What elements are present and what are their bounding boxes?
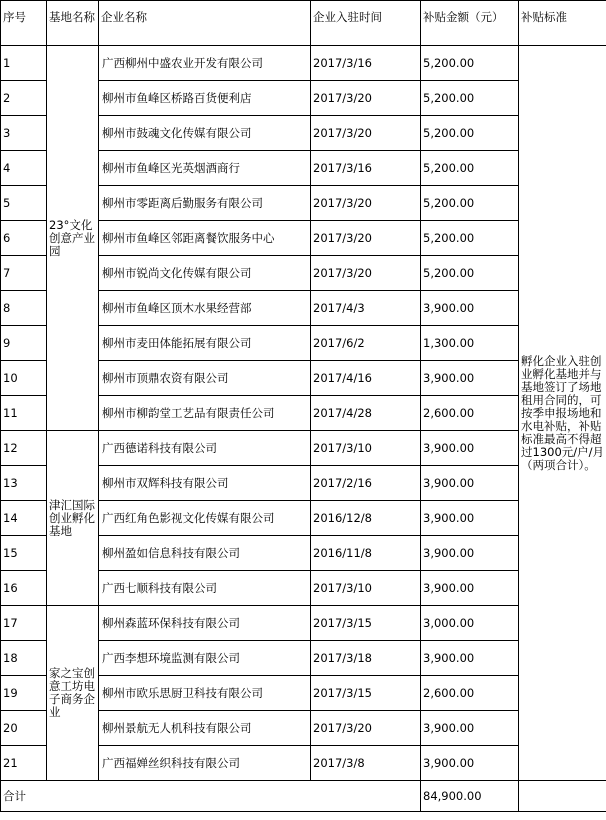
- row-seq: 5: [1, 186, 47, 221]
- header-seq: 序号: [1, 1, 47, 46]
- row-seq: 2: [1, 81, 47, 116]
- row-company: 柳州市鱼峰区邻距离餐饮服务中心: [99, 221, 311, 256]
- row-amount: 3,000.00: [421, 606, 519, 641]
- row-date: 2017/3/15: [311, 606, 421, 641]
- row-company: 柳州市顶鼎农资有限公司: [99, 361, 311, 396]
- header-amount: 补贴金额（元）: [421, 1, 519, 46]
- row-seq: 8: [1, 291, 47, 326]
- row-seq: 1: [1, 46, 47, 81]
- row-amount: 3,900.00: [421, 641, 519, 676]
- row-amount: 5,200.00: [421, 116, 519, 151]
- total-empty-cell: [519, 781, 606, 812]
- row-amount: 2,600.00: [421, 396, 519, 431]
- row-date: 2017/3/16: [311, 151, 421, 186]
- row-date: 2016/11/8: [311, 536, 421, 571]
- row-amount: 2,600.00: [421, 676, 519, 711]
- row-amount: 3,900.00: [421, 431, 519, 466]
- row-seq: 13: [1, 466, 47, 501]
- row-seq: 19: [1, 676, 47, 711]
- row-company: 广西德诺科技有限公司: [99, 431, 311, 466]
- row-company: 广西柳州中盛农业开发有限公司: [99, 46, 311, 81]
- table-row: [1, 46, 606, 81]
- row-seq: 14: [1, 501, 47, 536]
- row-company: 柳州盈如信息科技有限公司: [99, 536, 311, 571]
- row-company: 柳州市欧乐思厨卫科技有限公司: [99, 676, 311, 711]
- row-date: 2017/3/10: [311, 571, 421, 606]
- table-row: [1, 431, 606, 466]
- row-seq: 3: [1, 116, 47, 151]
- row-company: 柳州森蓝环保科技有限公司: [99, 606, 311, 641]
- row-amount: 3,900.00: [421, 536, 519, 571]
- row-date: 2017/3/20: [311, 186, 421, 221]
- row-seq: 20: [1, 711, 47, 746]
- row-seq: 9: [1, 326, 47, 361]
- row-seq: 6: [1, 221, 47, 256]
- row-company: 柳州市锐尚文化传媒有限公司: [99, 256, 311, 291]
- row-seq: 12: [1, 431, 47, 466]
- base-name: 23°文化创意产业园: [47, 46, 99, 431]
- header-row: [1, 1, 606, 46]
- row-date: 2017/3/18: [311, 641, 421, 676]
- row-date: 2017/3/15: [311, 676, 421, 711]
- row-company: 柳州市柳韵堂工艺品有限责任公司: [99, 396, 311, 431]
- header-company: 企业名称: [99, 1, 311, 46]
- row-company: 柳州市鼓魂文化传媒有限公司: [99, 116, 311, 151]
- row-amount: 1,300.00: [421, 326, 519, 361]
- table-row: [1, 606, 606, 641]
- row-company: 广西七顺科技有限公司: [99, 571, 311, 606]
- row-company: 柳州市双辉科技有限公司: [99, 466, 311, 501]
- row-seq: 18: [1, 641, 47, 676]
- base-name: 家之宝创意工坊电子商务企业: [47, 606, 99, 781]
- row-amount: 5,200.00: [421, 46, 519, 81]
- row-amount: 3,900.00: [421, 291, 519, 326]
- row-date: 2017/3/20: [311, 81, 421, 116]
- row-date: 2017/3/8: [311, 746, 421, 781]
- row-seq: 10: [1, 361, 47, 396]
- row-date: 2017/2/16: [311, 466, 421, 501]
- row-seq: 17: [1, 606, 47, 641]
- row-company: 广西福婵丝织科技有限公司: [99, 746, 311, 781]
- row-amount: 5,200.00: [421, 221, 519, 256]
- row-seq: 16: [1, 571, 47, 606]
- row-seq: 4: [1, 151, 47, 186]
- row-seq: 7: [1, 256, 47, 291]
- row-date: 2017/3/20: [311, 116, 421, 151]
- row-company: 广西李想环境监测有限公司: [99, 641, 311, 676]
- row-amount: 3,900.00: [421, 361, 519, 396]
- row-amount: 5,200.00: [421, 81, 519, 116]
- row-company: 柳州市麦田体能拓展有限公司: [99, 326, 311, 361]
- row-amount: 3,900.00: [421, 501, 519, 536]
- header-base: 基地名称: [47, 1, 99, 46]
- row-seq: 11: [1, 396, 47, 431]
- header-standard: 补贴标准: [519, 1, 606, 46]
- row-amount: 5,200.00: [421, 151, 519, 186]
- row-date: 2017/4/3: [311, 291, 421, 326]
- row-date: 2016/12/8: [311, 501, 421, 536]
- row-seq: 15: [1, 536, 47, 571]
- row-amount: 3,900.00: [421, 746, 519, 781]
- row-company: 柳州市零距离后勤服务有限公司: [99, 186, 311, 221]
- row-company: 柳州景航无人机科技有限公司: [99, 711, 311, 746]
- row-date: 2017/3/16: [311, 46, 421, 81]
- row-date: 2017/6/2: [311, 326, 421, 361]
- row-company: 柳州市鱼峰区顶木水果经营部: [99, 291, 311, 326]
- row-company: 柳州市鱼峰区桥路百货便利店: [99, 81, 311, 116]
- row-amount: 3,900.00: [421, 711, 519, 746]
- row-date: 2017/3/20: [311, 711, 421, 746]
- total-amount: 84,900.00: [421, 781, 519, 812]
- row-amount: 5,200.00: [421, 186, 519, 221]
- total-label: 合计: [1, 781, 421, 812]
- row-date: 2017/4/28: [311, 396, 421, 431]
- base-name: 津汇国际创业孵化基地: [47, 431, 99, 606]
- header-date: 企业入驻时间: [311, 1, 421, 46]
- subsidy-standard: 孵化企业入驻创业孵化基地并与基地签订了场地租用合同的，可按季申报场地和水电补贴，补贴标准最高不得超过1300元/户/月（两项合计）。: [519, 46, 606, 781]
- row-company: 广西红角色影视文化传媒有限公司: [99, 501, 311, 536]
- row-amount: 3,900.00: [421, 571, 519, 606]
- row-amount: 3,900.00: [421, 466, 519, 501]
- row-date: 2017/4/16: [311, 361, 421, 396]
- row-amount: 5,200.00: [421, 256, 519, 291]
- row-date: 2017/3/10: [311, 431, 421, 466]
- total-row: [1, 781, 606, 812]
- row-company: 柳州市鱼峰区光英烟酒商行: [99, 151, 311, 186]
- row-date: 2017/3/20: [311, 221, 421, 256]
- row-seq: 21: [1, 746, 47, 781]
- row-date: 2017/3/20: [311, 256, 421, 291]
